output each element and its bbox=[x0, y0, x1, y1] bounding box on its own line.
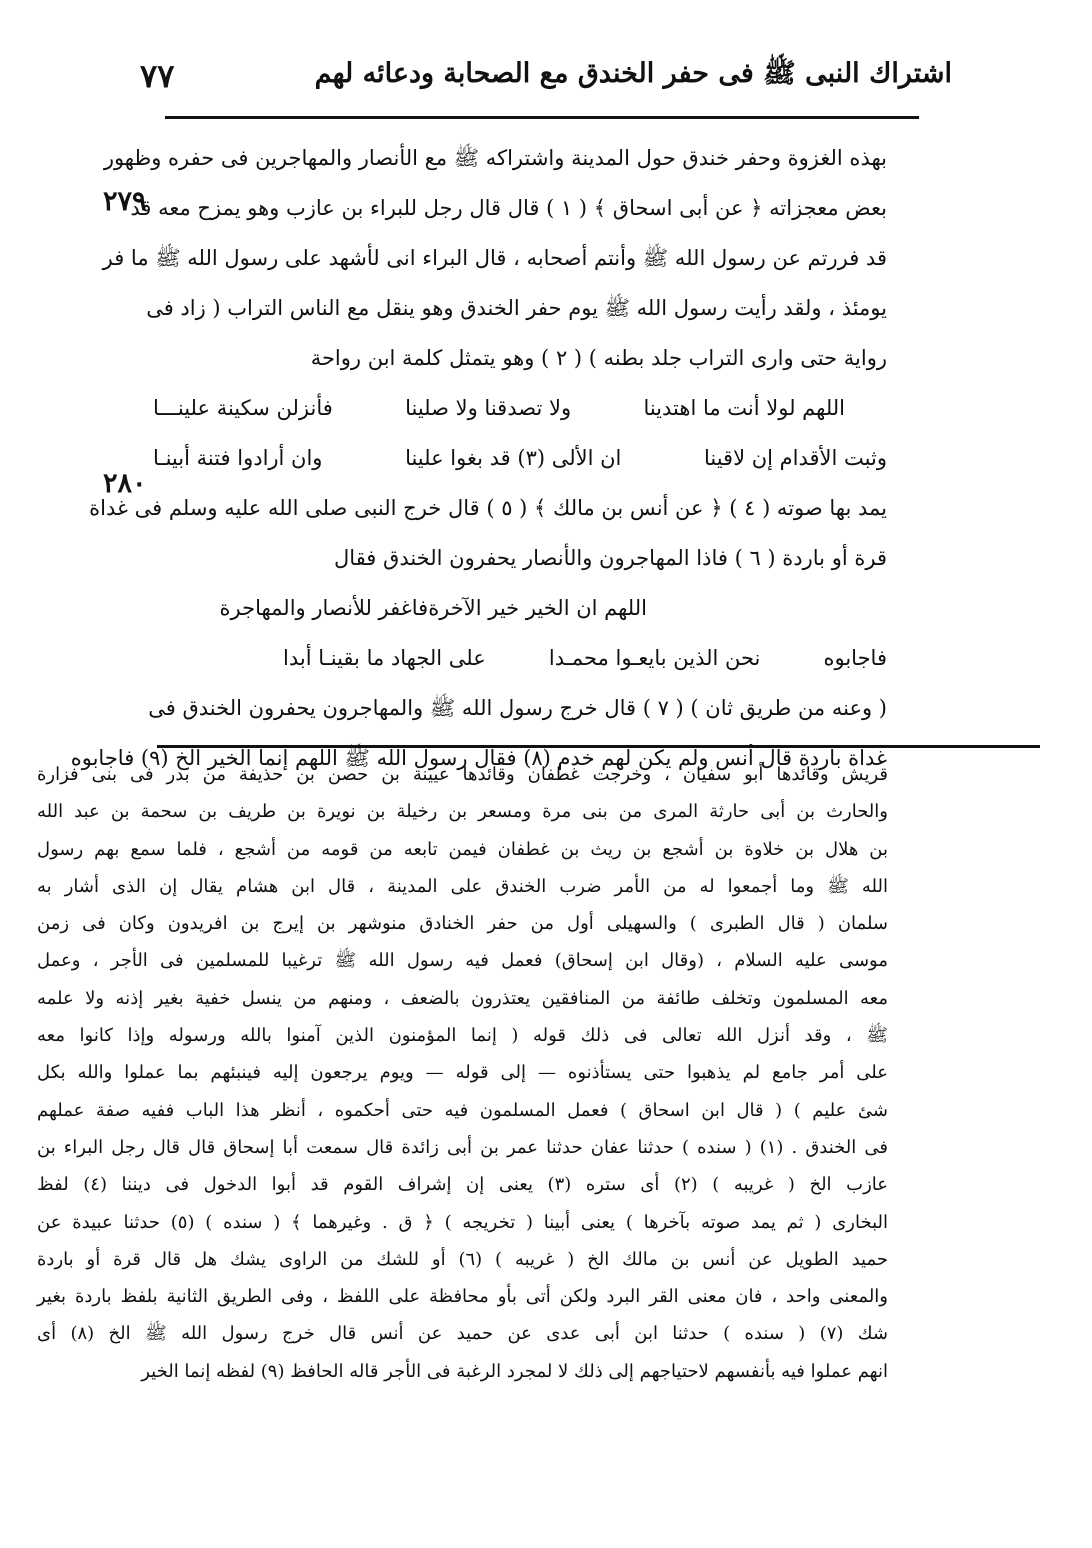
text-line: بعض معجزاته ﴿ عن أبى اسحاق ﴾ ( ١ ) قال قال رجل للبراء بن عازب وهو يمزح معه قد bbox=[130, 196, 887, 220]
verse-row bbox=[153, 583, 887, 633]
hemistich: على الجهاد ما بقينـا أبدا bbox=[283, 646, 486, 670]
hemistich: فاغفر للأنصار والمهاجرة bbox=[219, 596, 429, 620]
hemistich: ولا تصدقنا ولا صلينا bbox=[405, 396, 572, 420]
footnote-line: فى الخندق . (١) ( سنده ) حدثنا عفان حدثنا عمر بن أبى زائدة قال سمعت أبا إسحاق قال قال رجل البراء بن bbox=[37, 1136, 888, 1158]
footnote-line: الله ﷺ وما أجمعوا له من الأمر ضرب الخندق على المدينة ، قال ابن هشام يقال إن الذى أشار به bbox=[37, 875, 888, 897]
hemistich: نحن الذين بايعـوا محمـدا bbox=[548, 646, 761, 670]
footnote-line: والمعنى واحد ، فان معنى القر البرد ولكن أتى بأو محافظة على اللفظ ، وفى الطريق الثانية بلفظ باردة بغير bbox=[37, 1286, 888, 1308]
footnote-line: معه المسلمون وتخلف طائفة من المنافقين يعتذرون بالضعف ، ومنهم من ينسل خفية بغير إذنه ولا علمه bbox=[37, 987, 888, 1009]
hemistich: اللهم ان الخير خير الآخرة bbox=[428, 596, 647, 620]
text-line: غداة باردة قال أنس ولم يكن لهم خدم (٨) فقال رسول الله ﷺ اللهم إنما الخير الخ (٩) فاجابوه bbox=[70, 746, 887, 770]
footnote-line: قريش وقائدها أبو سفيان ، وخرجت غطفان وقائدها عيينة بن حصن بن حذيفة من بدر فى بنى فزارة bbox=[37, 764, 888, 785]
text-line: ( وعنه من طريق ثان ) ( ٧ ) قال خرج رسول الله ﷺ والمهاجرون يحفرون الخندق فى bbox=[148, 696, 887, 720]
text-line: يمد بها صوته ( ٤ ) ﴿ عن أنس بن مالك ﴾ ( ٥ ) قال خرج النبى صلى الله عليه وسلم فى غداة bbox=[89, 496, 887, 520]
verse-row bbox=[153, 383, 887, 433]
verse-row bbox=[153, 633, 887, 683]
page-number: ٧٧ bbox=[140, 57, 175, 95]
footnote-line: بن هلال بن خلاوة بن أشجع بن ريث بن غطفان فيمن تابعه من قومه من أشجع ، فلما سمع بهم رسول bbox=[37, 838, 888, 860]
verse-row bbox=[153, 433, 887, 483]
header-rule bbox=[165, 116, 919, 119]
hemistich: ان الألى (٣) قد بغوا علينا bbox=[405, 446, 622, 470]
page-header bbox=[140, 46, 952, 106]
hemistich: اللهم لولا أنت ما اهتدينا bbox=[643, 396, 845, 420]
footnote-line: البخارى ( ثم يمد صوته بآخرها ) يعنى أبينا ( تخريجه ) ﴿ ق . وغيرهما ﴾ ( سنده ) (٥) حدثنا عبيدة عن bbox=[37, 1211, 888, 1233]
footnote-line: عازب الخ ( غريبه ) (٢) أى ستره (٣) يعنى إن إشراف القوم قد أبوا الدخول فى ديننا (٤) لفظ bbox=[37, 1174, 888, 1196]
text-line: بهذه الغزوة وحفر خندق حول المدينة واشتراكه ﷺ مع الأنصار والمهاجرين فى حفره وظهور bbox=[103, 146, 887, 170]
hemistich: وان أرادوا فتنة أبينـا bbox=[153, 446, 323, 470]
footnote-line: حميد الطويل عن أنس بن مالك الخ ( غريبه ) (٦) أو للشك من الراوى يشك هل قال قرة أو باردة bbox=[37, 1248, 888, 1270]
footnotes bbox=[37, 756, 888, 1390]
footnote-line: موسى عليه السلام ، (وقال ابن إسحاق) فعمل فيه رسول الله ﷺ ترغيبا للمسلمين فى الأجر ، وعمل bbox=[37, 950, 888, 972]
footnote-line: سلمان ( قال الطبرى ) والسهيلى أول من حفر الخنادق منوشهر بن إيرج بن افريدون وكان فى زمن bbox=[37, 913, 888, 935]
text-line: قد فررتم عن رسول الله ﷺ وأنتم أصحابه ، قال البراء انى لأشهد على رسول الله ﷺ ما فر bbox=[102, 246, 887, 270]
text-line: يومئذ ، ولقد رأيت رسول الله ﷺ يوم حفر الخندق وهو ينقل مع الناس التراب ( زاد فى bbox=[146, 296, 887, 320]
footnote-line: على أمر جامع لم يذهبوا حتى يستأذنوه — إلى قوله — ويوم يرجعون إليه فينبئهم بما عملوا والله بكل bbox=[37, 1062, 888, 1084]
hemistich: وثبت الأقدام إن لاقينا bbox=[703, 446, 887, 470]
hadith-number: ٢٨٠ bbox=[103, 468, 147, 499]
text-line: رواية حتى وارى التراب جلد بطنه ) ( ٢ ) وهو يتمثل كلمة ابن رواحة bbox=[310, 346, 887, 370]
running-title: اشتراك النبى ﷺ فى حفر الخندق مع الصحابة ودعائه لهم bbox=[314, 58, 952, 89]
text-line: قرة أو باردة ( ٦ ) فاذا المهاجرون والأنصار يحفرون الخندق فقال bbox=[334, 546, 887, 570]
footnote-line: والحارث بن أبى حارثة المرى من بنى مرة ومسعر بن رخيلة بن نويرة بن طريف بن سحمة بن عبد الله bbox=[37, 801, 888, 823]
footnote-line: شك (٧) ( سنده ) حدثنا ابن أبى عدى عن حميد عن أنس قال خرج رسول الله ﷺ الخ (٨) أى bbox=[37, 1323, 888, 1345]
footnote-separator bbox=[157, 745, 1040, 748]
hemistich: فأنزلن سكينة علينـــا bbox=[153, 396, 333, 420]
footnote-line: ﷺ ، وقد أنزل الله تعالى فى ذلك قوله ( إنما المؤمنون الذين آمنوا بالله ورسوله وإذا كانوا معه bbox=[37, 1025, 888, 1047]
verse-prefix: فاجابوه bbox=[823, 646, 887, 670]
footnote-line: شئ عليم ) ( قال ابن اسحاق ) فعمل المسلمون فيه حتى أحكموه ، أنظر هذا الباب ففيه صفة عملهم bbox=[37, 1099, 888, 1121]
hadith-number: ٢٧٩ bbox=[103, 186, 147, 217]
footnote-line: انهم عملوا فيه بأنفسهم لاحتياجهم إلى ذلك لا لمجرد الرغبة فى الأجر قاله الحافظ (٩) لفظه إنما الخير bbox=[141, 1360, 888, 1382]
